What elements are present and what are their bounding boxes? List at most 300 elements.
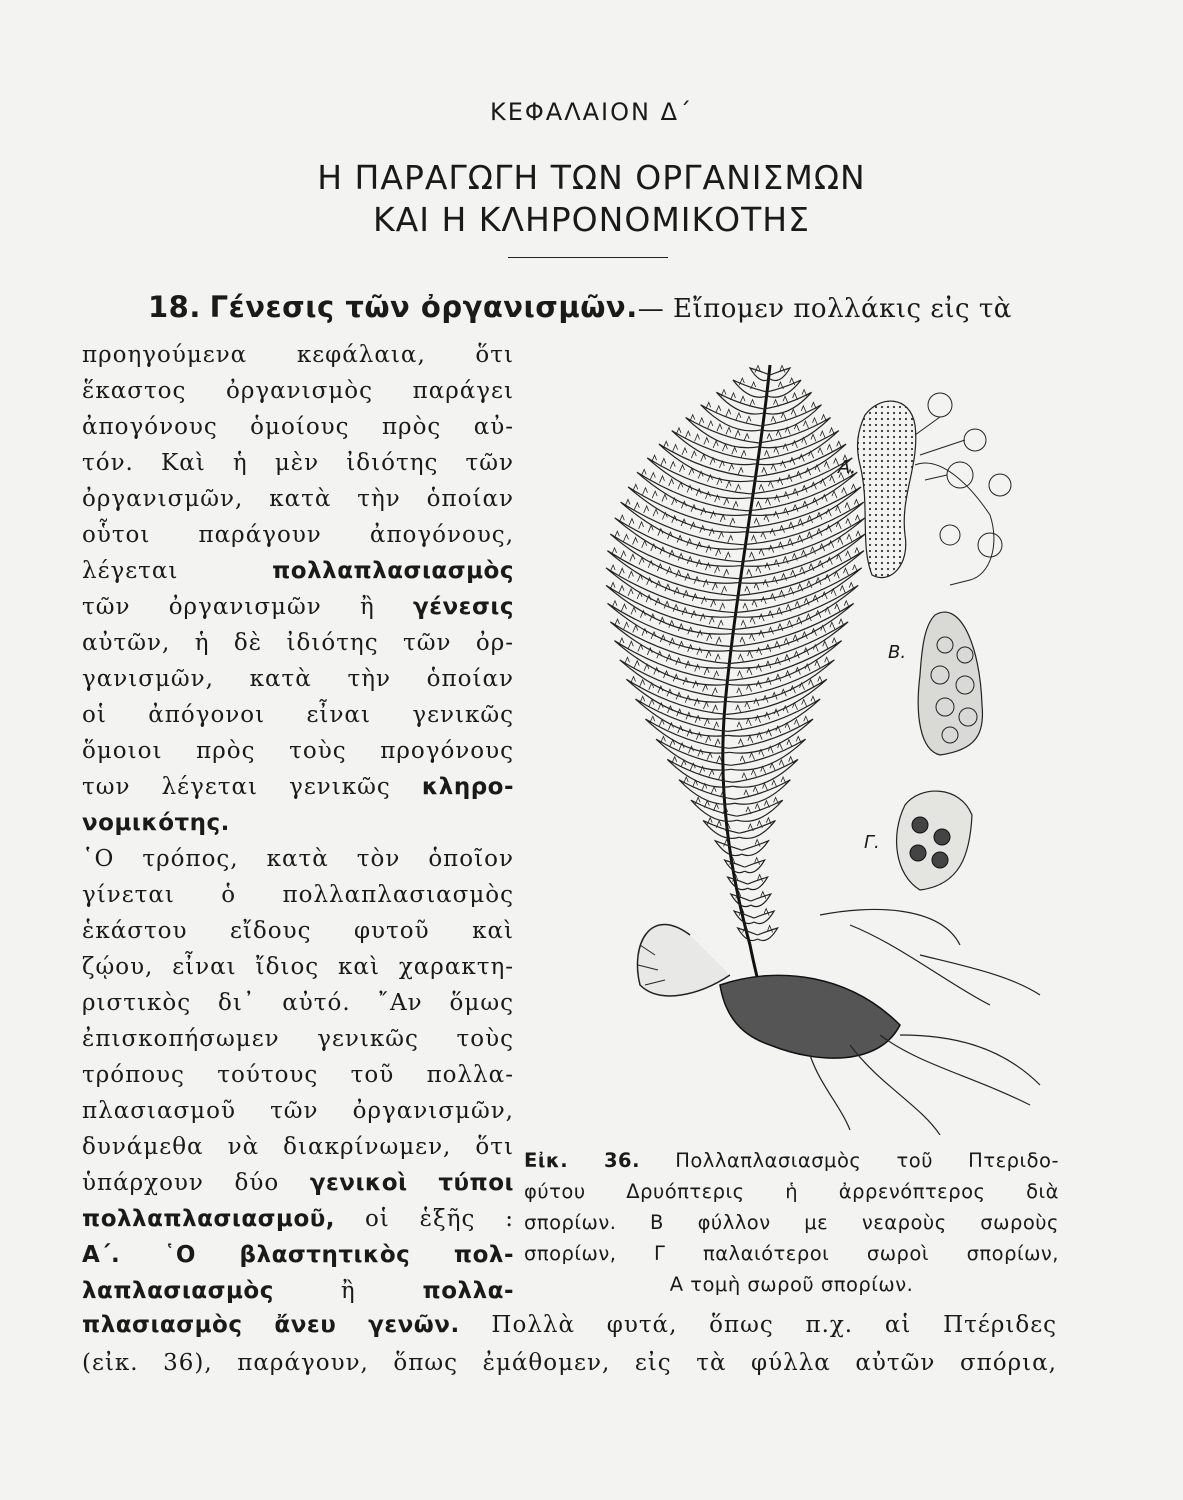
pinna-tooth	[722, 444, 727, 451]
pinna-tooth	[687, 729, 692, 736]
fern-pinna	[728, 641, 842, 685]
pinna-tooth	[659, 476, 664, 483]
pinna-tooth	[837, 441, 842, 448]
pinna-tooth	[669, 479, 674, 486]
pinna-tooth	[718, 532, 723, 539]
pinna-tooth	[704, 719, 709, 726]
pinna-tooth	[652, 455, 657, 462]
term-bold: πολλαπλασιασμοῦ,	[82, 1206, 336, 1232]
pinna-tooth	[745, 702, 750, 709]
pinna-tooth	[661, 458, 666, 465]
pinna-tooth	[711, 600, 716, 607]
term-bold: νομικότης.	[82, 810, 230, 836]
fern-pinna	[739, 821, 775, 839]
pinna-tooth	[739, 739, 744, 746]
pinna-tooth	[764, 515, 769, 522]
pinna-tooth	[650, 473, 655, 480]
old-sori-leaf-detail	[897, 791, 972, 890]
pinna-tooth	[709, 617, 714, 624]
fern-pinna	[731, 739, 806, 770]
pinna-tooth	[776, 431, 781, 438]
pinna-tooth	[624, 622, 629, 629]
pinna-tooth	[697, 631, 702, 638]
text-line: γανισμῶν, κατὰ τὴν ὁποίαν	[82, 666, 514, 692]
pinna-tooth	[855, 548, 860, 555]
pinna-tooth	[747, 569, 752, 576]
pinna-tooth	[698, 471, 703, 478]
pinna-tooth	[612, 601, 617, 608]
text-line: αὐτῶν, ἡ δὲ ἰδιότης τῶν ὀρ-	[82, 630, 514, 656]
figure-label-a: Α.	[838, 457, 857, 478]
pinna-tooth	[759, 549, 764, 556]
fern-pinna	[679, 780, 735, 804]
pinna-tooth	[765, 451, 770, 458]
pinna-tooth	[746, 807, 751, 814]
text-line: οἱ ἀπόγονοι εἶναι γενικῶς	[82, 702, 514, 728]
pinna-tooth	[802, 700, 807, 707]
pinna-tooth	[663, 441, 668, 448]
pinna-tooth	[747, 685, 752, 692]
pinna-tooth	[815, 661, 820, 668]
pinna-tooth	[680, 465, 685, 472]
pinna-tooth	[640, 611, 645, 618]
pinna-tooth	[619, 568, 624, 575]
pinna-tooth	[809, 680, 814, 687]
pinna-tooth	[660, 736, 665, 743]
text-line: ἀπογόνους ὁμοίους πρὸς αὐ-	[82, 414, 514, 440]
pinna-tooth	[790, 458, 795, 465]
fern-pinna	[607, 551, 735, 601]
pinna-tooth	[832, 491, 837, 498]
pinna-tooth	[624, 657, 629, 664]
pinna-tooth	[621, 604, 626, 611]
pinna-tooth	[756, 681, 761, 688]
pinna-tooth	[791, 409, 796, 416]
pinna-tooth	[820, 431, 825, 438]
text-line: γίνεται ὁ πολλαπλασιασμὸς	[82, 882, 514, 908]
pinna-tooth	[623, 534, 628, 541]
pinna-tooth	[763, 580, 768, 587]
pinna-tooth	[818, 677, 823, 684]
text-line: προηγούμενα κεφάλαια, ὅτι	[82, 342, 514, 368]
pinna-tooth	[759, 631, 764, 638]
text-line	[82, 1201, 514, 1237]
pinna-tooth	[746, 416, 751, 423]
pinna-tooth	[754, 518, 759, 525]
pinna-tooth	[740, 637, 745, 644]
pinna-tooth	[629, 519, 634, 526]
fern-figure	[520, 345, 1060, 1135]
text-line: δυνάμεθα νὰ διακρίνωμεν, ὅτι	[82, 1134, 514, 1160]
pinna-tooth	[726, 481, 731, 488]
pinna-tooth	[717, 424, 722, 431]
pinna-tooth	[750, 400, 755, 407]
pinna-tooth	[769, 546, 774, 553]
text-fragment: ὑπάρχουν δύο	[82, 1170, 280, 1196]
pinna-tooth	[756, 502, 761, 509]
text-line: ὅμοιοι πρὸς τοὺς προγόνους	[82, 738, 514, 764]
pinna-tooth	[812, 418, 817, 425]
chapter-title-line2: ΚΑΙ Η ΚΛΗΡΟΝΟΜΙΚΟΤΗΣ	[373, 200, 810, 239]
pinna-tooth	[691, 451, 696, 458]
pinna-tooth	[823, 641, 828, 648]
pinna-tooth	[747, 668, 752, 675]
text-fragment: ἢ	[340, 1278, 356, 1304]
pinna-tooth	[612, 548, 617, 555]
pinna-tooth	[715, 566, 720, 573]
pinna-tooth	[714, 722, 719, 729]
pinna-tooth	[732, 447, 737, 454]
pinna-tooth	[621, 551, 626, 558]
pinna-tooth	[650, 716, 655, 723]
pinna-tooth	[736, 705, 741, 712]
pinna-tooth	[633, 484, 638, 491]
figure-caption	[524, 1145, 1059, 1300]
chapter-title-line1: Η ΠΑΡΑΓΩΓΗ ΤΩΝ ΟΡΓΑΝΙΣΜΩΝ	[317, 158, 866, 197]
text-line: οὗτοι παράγουν ἀπογόνους,	[82, 522, 514, 548]
pinna-tooth	[811, 696, 816, 703]
pinna-tooth	[724, 498, 729, 505]
pinna-tooth	[750, 634, 755, 641]
pinna-tooth	[628, 641, 633, 648]
pinna-tooth	[614, 531, 619, 538]
pinna-tooth	[641, 469, 646, 476]
pinna-tooth	[714, 804, 719, 811]
fern-pinnae	[606, 366, 865, 941]
term-bold: κληρο-	[421, 774, 515, 800]
pinna-tooth	[804, 716, 809, 723]
pinna-tooth	[750, 617, 755, 624]
pinna-tooth	[662, 513, 667, 520]
pinna-tooth	[718, 620, 723, 627]
pinna-tooth	[728, 535, 733, 542]
text-line: ῾Ο τρόπος, κατὰ τὸν ὁποῖον	[82, 846, 514, 872]
text-fragment: τῶν ὀργανισμῶν ἢ	[82, 594, 375, 620]
text-fragment: οἱ ἑξῆς :	[364, 1206, 514, 1232]
caption-line: σπορίων, Γ παλαιότεροι σωροὶ σπορίων,	[524, 1242, 1059, 1265]
pinna-tooth	[724, 569, 729, 576]
young-sori-leaf-detail	[918, 612, 982, 755]
pinna-tooth	[779, 760, 784, 767]
pinna-tooth	[856, 531, 861, 538]
pinna-tooth	[855, 515, 860, 522]
pinna-tooth	[701, 454, 706, 461]
pinna-tooth	[742, 773, 747, 780]
pinna-tooth	[745, 586, 750, 593]
pinna-tooth	[793, 393, 798, 400]
pinna-tooth	[846, 519, 851, 526]
pinna-tooth	[793, 505, 798, 512]
pinna-tooth	[736, 413, 741, 420]
pinna-tooth	[630, 554, 635, 561]
pinna-tooth	[765, 498, 770, 505]
pinna-tooth	[715, 739, 720, 746]
pinna-tooth	[753, 787, 758, 794]
pinna-tooth	[631, 607, 636, 614]
text-column	[82, 337, 514, 1309]
fern-pinna	[701, 405, 761, 431]
pinna-tooth	[743, 603, 748, 610]
pinna-tooth	[738, 671, 743, 678]
pinna-tooth	[813, 645, 818, 652]
pinna-tooth	[685, 431, 690, 438]
pinna-tooth	[825, 657, 830, 664]
pinna-tooth	[744, 434, 749, 441]
pinna-tooth	[610, 583, 615, 590]
pinna-tooth	[755, 804, 760, 811]
pinna-tooth	[762, 784, 767, 791]
pinna-tooth	[704, 668, 709, 675]
caption-line: σπορίων. Β φύλλον με νεαροὺς σωροὺς	[524, 1211, 1059, 1234]
pinna-tooth	[752, 535, 757, 542]
section-title: Γένεσις τῶν ὀργανισμῶν.	[209, 290, 638, 324]
pinna-tooth	[716, 637, 721, 644]
pinna-tooth	[827, 445, 832, 452]
pinna-tooth	[619, 586, 624, 593]
pinna-tooth	[774, 447, 779, 454]
pinna-tooth	[678, 726, 683, 733]
pinna-tooth	[625, 499, 630, 506]
pinna-tooth	[845, 503, 850, 510]
pinna-tooth	[737, 722, 742, 729]
section-lead: — Εἴπομεν πολλάκις εἰς τὰ	[637, 294, 1012, 324]
pinna-tooth	[709, 770, 714, 777]
pinna-tooth	[759, 614, 764, 621]
pinna-tooth	[640, 680, 645, 687]
pinna-tooth	[653, 509, 658, 516]
pinna-tooth	[614, 619, 619, 626]
pinna-tooth	[847, 534, 852, 541]
pinna-tooth	[740, 396, 745, 403]
fern-pinna	[606, 568, 734, 617]
pinna-tooth	[726, 427, 731, 434]
pinna-tooth	[713, 705, 718, 712]
pinna-tooth	[644, 506, 649, 513]
fern-pinna	[758, 418, 830, 448]
figure-number: Εἰκ. 36.	[524, 1149, 641, 1172]
figure-label-c: Γ.	[864, 832, 880, 853]
pinna-tooth	[844, 601, 849, 608]
full-width-line	[82, 1312, 1057, 1338]
text-line: ἑκάστου εἴδους φυτοῦ καὶ	[82, 918, 514, 944]
pinna-tooth	[722, 586, 727, 593]
pinna-tooth	[832, 638, 837, 645]
pinna-tooth	[682, 448, 687, 455]
pinna-tooth	[787, 740, 792, 747]
pinna-tooth	[610, 565, 615, 572]
pinna-tooth	[764, 801, 769, 808]
pinna-tooth	[708, 421, 713, 428]
pinna-tooth	[771, 464, 776, 471]
fern-pinna	[742, 841, 769, 856]
pinna-tooth	[631, 677, 636, 684]
pinna-tooth	[648, 525, 653, 532]
pinna-tooth	[796, 736, 801, 743]
pinna-tooth	[836, 506, 841, 513]
pinna-tooth	[676, 428, 681, 435]
pinna-tooth	[642, 488, 647, 495]
term-bold: πλασιασμὸς ἄνευ γενῶν.	[82, 1312, 460, 1338]
pinna-tooth	[854, 499, 859, 506]
text-line: πλασιασμοῦ τῶν ὀργανισμῶν,	[82, 1098, 514, 1124]
pinna-tooth	[695, 665, 700, 672]
pinna-tooth	[840, 586, 845, 593]
pinna-tooth	[750, 552, 755, 559]
pinna-tooth	[735, 485, 740, 492]
pinna-tooth	[634, 661, 639, 668]
subsection-heading: Α΄. ῾Ο βλαστητικὸς πολ-	[82, 1242, 514, 1268]
pinna-tooth	[811, 434, 816, 441]
pinna-tooth	[821, 479, 826, 486]
pinna-tooth	[704, 438, 709, 445]
pinna-tooth	[703, 702, 708, 709]
pinna-tooth	[652, 491, 657, 498]
term-bold: πολλα-	[422, 1278, 514, 1304]
pinna-tooth	[830, 428, 835, 435]
term-bold: γενικοὶ τύποι	[309, 1170, 515, 1196]
pinna-tooth	[762, 468, 767, 475]
pinna-tooth	[756, 665, 761, 672]
fern-illustration	[520, 345, 1060, 1135]
full-width-line: (εἰκ. 36), παράγουν, ὅπως ἐμάθομεν, εἰς τὰ φύλλα αὐτῶν σπόρια,	[82, 1350, 1057, 1376]
pinna-tooth	[738, 468, 743, 475]
pinna-tooth	[783, 396, 788, 403]
pinna-tooth	[695, 434, 700, 441]
figure-label-b: Β.	[888, 642, 907, 663]
term-bold: πολλαπλασιασμὸς	[272, 558, 514, 584]
fern-pinna	[614, 641, 728, 685]
pinna-tooth	[754, 583, 759, 590]
pinna-tooth	[761, 532, 766, 539]
pinna-tooth	[811, 482, 816, 489]
pinna-tooth	[720, 515, 725, 522]
pinna-tooth	[794, 720, 799, 727]
pinna-tooth	[818, 448, 823, 455]
pinna-tooth	[639, 522, 644, 529]
pinna-tooth	[774, 512, 779, 519]
caption-line	[524, 1145, 1059, 1176]
pinna-tooth	[706, 546, 711, 553]
text-fragment: λέγεται	[82, 558, 179, 584]
pinna-tooth	[801, 406, 806, 413]
pinna-tooth	[730, 518, 735, 525]
term-bold: λαπλασιασμὸς	[82, 1278, 274, 1304]
caption-line: φύτου Δρυόπτερις ἡ ἀρρενόπτερος διὰ	[524, 1180, 1059, 1203]
pinna-tooth	[741, 451, 746, 458]
pinna-tooth	[634, 503, 639, 510]
text-line: ζῴου, εἶναι ἴδιος καὶ χαρακτη-	[82, 954, 514, 980]
fern-pinna	[767, 380, 801, 397]
fern-pinna	[703, 821, 739, 839]
pinna-tooth	[825, 607, 830, 614]
pinna-tooth	[619, 515, 624, 522]
section-number: 18.	[148, 290, 201, 324]
sorus-section-detail	[858, 393, 1011, 585]
pinna-tooth	[756, 566, 761, 573]
pinna-tooth	[716, 406, 721, 413]
pinna-tooth	[703, 685, 708, 692]
pinna-tooth	[699, 418, 704, 425]
pinna-tooth	[707, 634, 712, 641]
pinna-tooth	[775, 495, 780, 502]
pinna-tooth	[774, 709, 779, 716]
text-line: τόν. Καὶ ἡ μὲν ἰδιότης τῶν	[82, 450, 514, 476]
pinna-tooth	[642, 541, 647, 548]
pinna-tooth	[757, 648, 762, 655]
pinna-tooth	[712, 688, 717, 695]
fern-pinna	[747, 472, 857, 515]
fern-pinna	[738, 534, 865, 583]
pinna-tooth	[738, 654, 743, 661]
pinna-tooth	[701, 508, 706, 515]
pinna-tooth	[853, 565, 858, 572]
pinna-tooth	[715, 654, 720, 661]
pinna-tooth	[748, 651, 753, 658]
caption-text: Πολλαπλασιασμὸς τοῦ Πτεριδο-	[675, 1149, 1059, 1172]
pinna-tooth	[726, 409, 731, 416]
pinna-tooth	[725, 552, 730, 559]
text-line	[82, 769, 514, 805]
pinna-tooth	[751, 770, 756, 777]
pinna-tooth	[830, 622, 835, 629]
pinna-tooth	[628, 571, 633, 578]
pinna-tooth	[839, 619, 844, 626]
pinna-tooth	[712, 583, 717, 590]
pinna-tooth	[649, 700, 654, 707]
title-rule	[508, 257, 668, 258]
pinna-tooth	[628, 589, 633, 596]
pinna-tooth	[740, 756, 745, 763]
section-heading	[148, 290, 1058, 324]
pinna-tooth	[846, 551, 851, 558]
pinna-tooth	[842, 488, 847, 495]
pinna-tooth	[730, 393, 735, 400]
text-line	[82, 1273, 514, 1309]
pinna-tooth	[803, 421, 808, 428]
pinna-tooth	[673, 445, 678, 452]
pinna-tooth	[746, 719, 751, 726]
pinna-tooth	[768, 481, 773, 488]
pinna-tooth	[752, 600, 757, 607]
pinna-tooth	[765, 563, 770, 570]
pinna-tooth	[716, 549, 721, 556]
pinna-tooth	[830, 476, 835, 483]
pinna-tooth	[706, 651, 711, 658]
pinna-tooth	[767, 434, 772, 441]
text-fragment: των λέγεται γενικῶς	[82, 774, 391, 800]
pinna-tooth	[759, 485, 764, 492]
pinna-tooth	[640, 696, 645, 703]
text-line: ἐπισκοπήσωμεν γενικῶς τοὺς	[82, 1026, 514, 1052]
fern-pinna	[628, 487, 745, 532]
pinna-tooth	[748, 736, 753, 743]
pinna-tooth	[735, 431, 740, 438]
pinna-tooth	[707, 753, 712, 760]
pinna-tooth	[713, 441, 718, 448]
text-line: τρόπους τούτους τοῦ πολλα-	[82, 1062, 514, 1088]
pinna-tooth	[720, 603, 725, 610]
pinna-tooth	[778, 478, 783, 485]
fern-pinna	[733, 380, 767, 397]
text-line: ἕκαστος ὀργανισμὸς παράγει	[82, 378, 514, 404]
pinna-tooth	[633, 538, 638, 545]
caption-line: Α τομὴ σωροῦ σπορίων.	[669, 1273, 914, 1296]
pinna-tooth	[771, 416, 776, 423]
pinna-tooth	[781, 413, 786, 420]
pinna-tooth	[672, 498, 677, 505]
pinna-tooth	[711, 787, 716, 794]
text-line	[82, 553, 514, 589]
